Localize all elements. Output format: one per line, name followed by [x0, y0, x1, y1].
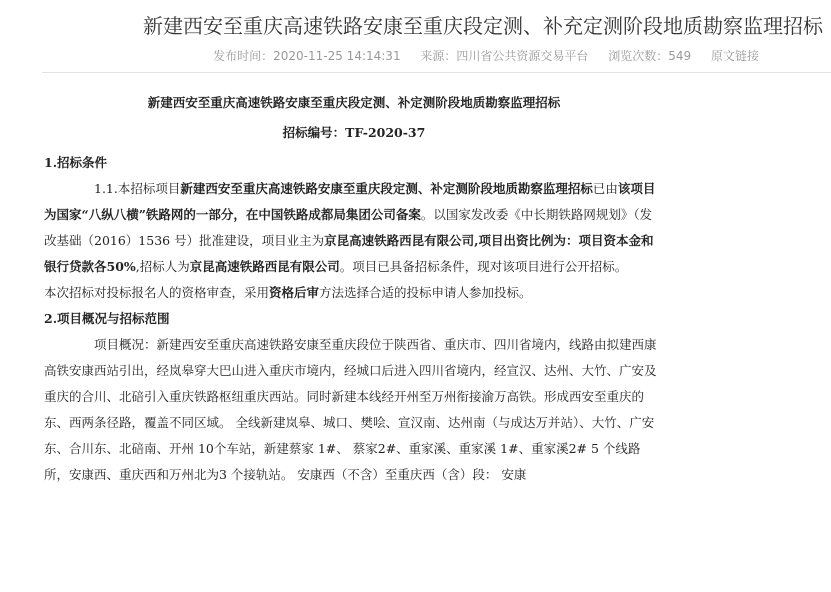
divider [42, 72, 831, 73]
original-link[interactable]: 原文链接 [710, 49, 759, 63]
publish-time: 发布时间：2020-11-25 14:14:31 [213, 49, 401, 63]
doc-title: 新建西安至重庆高速铁路安康至重庆段定测、补定测阶段地质勘察监理招标 [147, 95, 561, 110]
section-1-heading: 1.招标条件 [44, 155, 108, 170]
section-1-paragraph-2: 本次招标对投标报名人的资格审查，采用资格后审方法选择合适的投标申请人参加投标。 [44, 285, 532, 300]
tender-number: 招标编号：TF-2020-37 [282, 125, 426, 140]
section-1-paragraph-1: 1.1.本招标项目新建西安至重庆高速铁路安康至重庆段定测、补定测阶段地质勘察监理招标已由该项目为国家“八纵八横”铁路网的一部分，在中国铁路成都局集团公司备案。以国家发改委《中长期铁路网规划》（发改基础（2016）1536 号）批准建设，项目业主为京昆高速铁路西昆有限公司,项目出资比例为：项目资本金和银行贷款各50%,招标人为京昆高速铁路西昆有限公司。项目已具备招标条件，现对该项目进行公开招标。 [44, 181, 656, 274]
view-count: 浏览次数：549 [608, 49, 692, 63]
section-2-heading: 2.项目概况与招标范围 [44, 311, 170, 326]
source: 来源：四川省公共资源交易平台 [420, 49, 589, 63]
section-2-paragraph-1: 项目概况：新建西安至重庆高速铁路安康至重庆段位于陕西省、重庆市、四川省境内，线路由拟建西康高铁安康西站引出，经岚皋穿大巴山进入重庆市境内，经城口后进入四川省境内，经宣汉、达州、大竹、广安及重庆的合川、北碚引入重庆铁路枢纽重庆西站。同时新建本线经开州至万州衔接渝万高铁。形成西安至重庆的东、西两条径路，覆盖不同区域。 全线新建岚皋、城口、樊哙、宣汉南、达州南（与成达万并站）、大竹、广安东、合川东、北碚南、开州 10个车站，新建蔡家 1#、 蔡家2#、重家溪、重家溪 1#、重家溪2# 5 个线路所，安康西、重庆西和万州北为3 个接轨站。 安康西（不含）至重庆西（含）段： 安康 [44, 337, 657, 482]
meta-bar [0, 47, 831, 64]
article-body [44, 90, 664, 488]
page-title: 新建西安至重庆高速铁路安康至重庆段定测、补充定测阶段地质勘察监理招标 [143, 14, 823, 38]
